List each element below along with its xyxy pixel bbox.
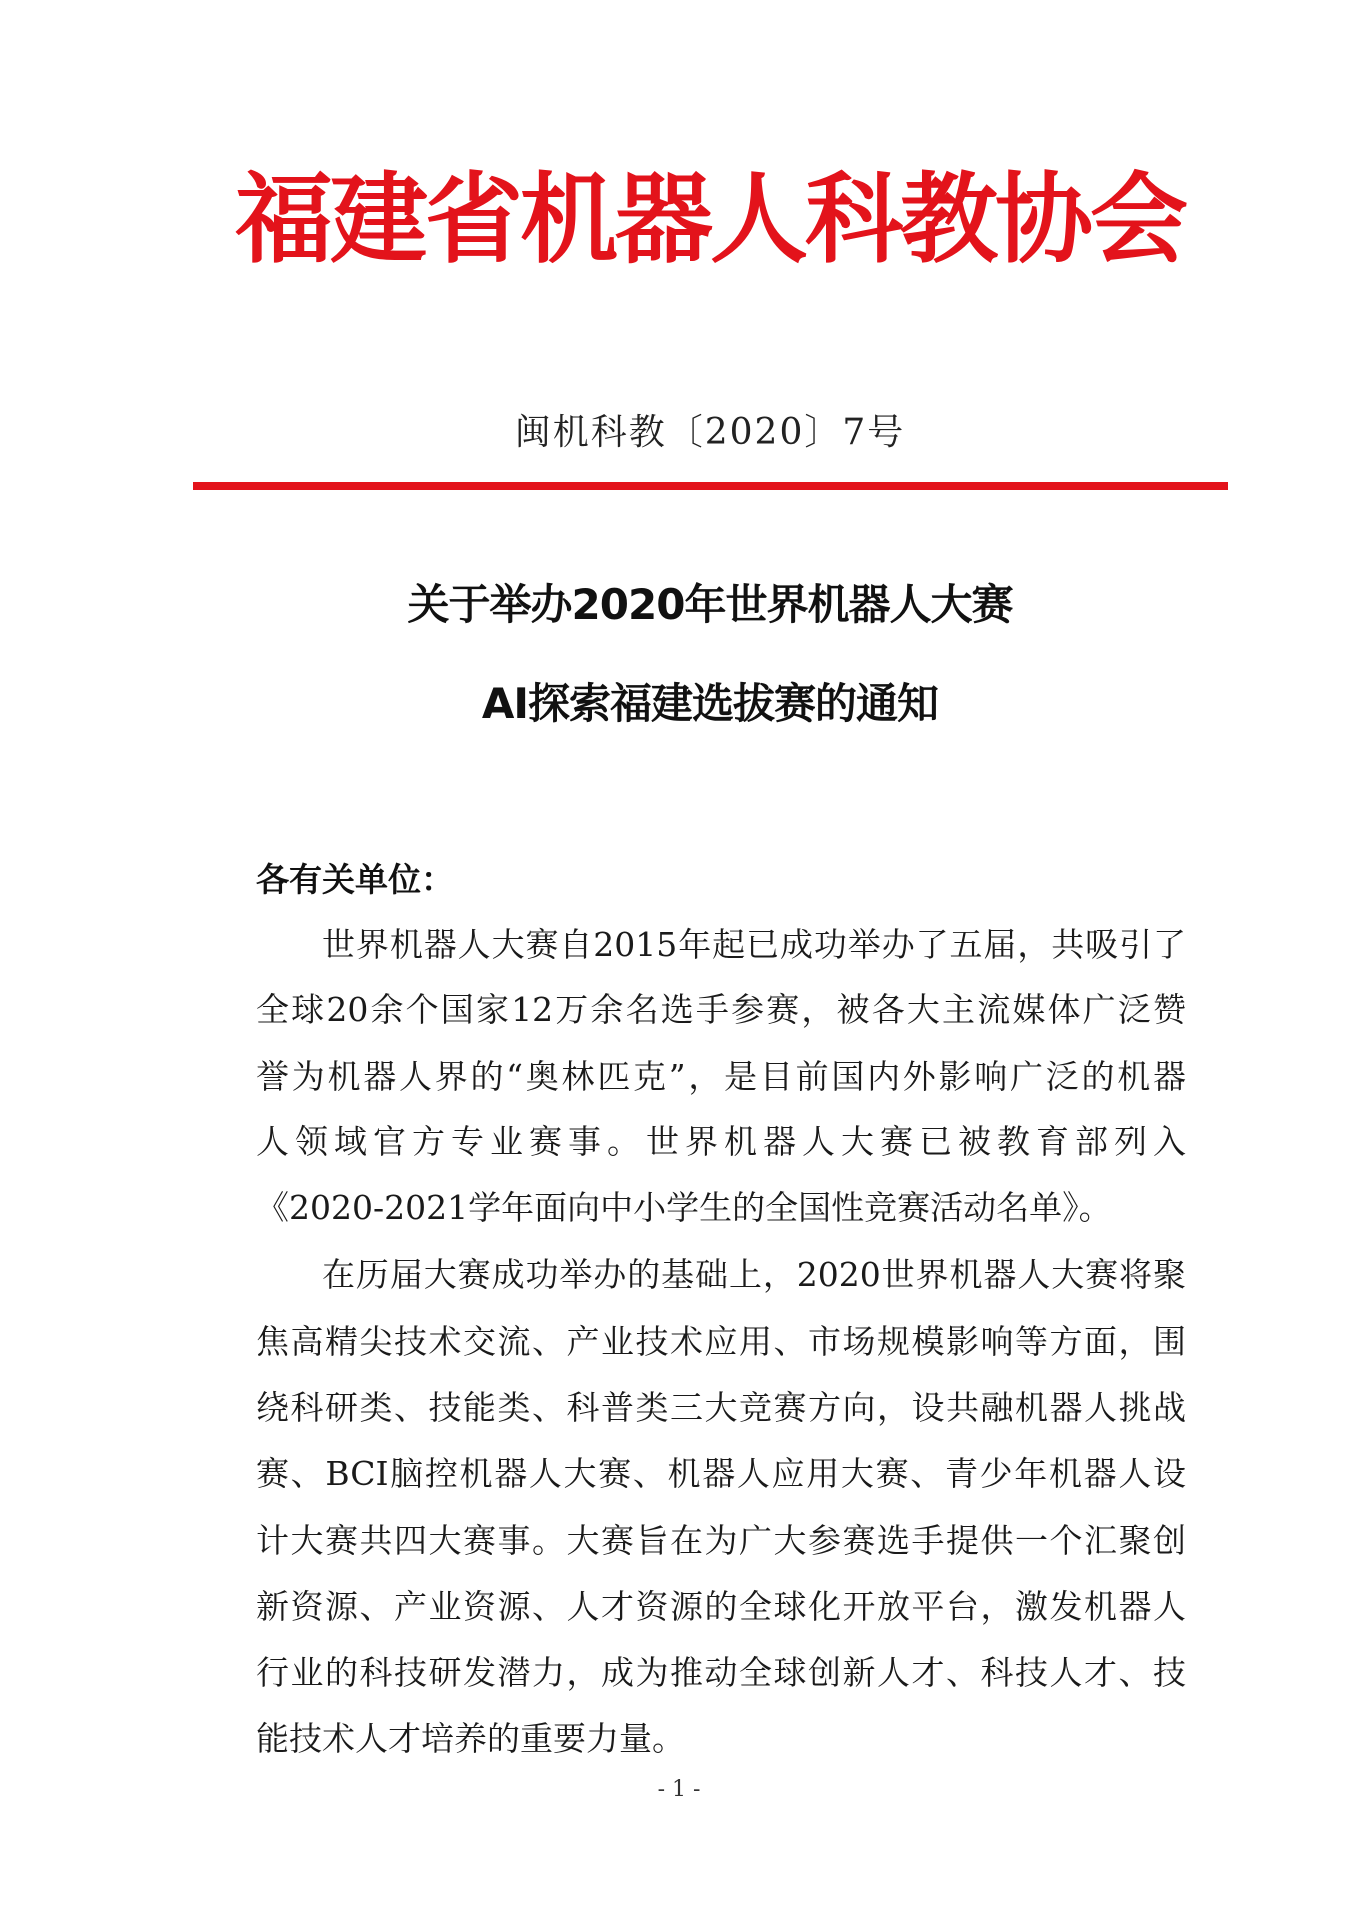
body-line: 誉为机器人界的“奥林匹克”，是目前国内外影响广泛的机器 [256,1057,1186,1096]
body-line: 《2020-2021学年面向中小学生的全国性竞赛活动名单》。 [256,1188,1112,1227]
organization-header: 福建省机器人科教协会 [234,162,1185,277]
body-line: 世界机器人大赛自2015年起已成功举办了五届，共吸引了 [322,925,1186,964]
red-divider-line [193,482,1228,490]
document-title-line-2: AI探索福建选拔赛的通知 [481,679,939,728]
body-line: 全球20余个国家12万余名选手参赛，被各大主流媒体广泛赞 [256,990,1186,1029]
document-title-line-1: 关于举办2020年世界机器人大赛 [407,580,1013,629]
body-line: 计大赛共四大赛事。大赛旨在为广大参赛选手提供一个汇聚创 [256,1521,1186,1560]
body-line: 人领域官方专业赛事。世界机器人大赛已被教育部列入 [256,1122,1186,1161]
body-line: 赛、BCI脑控机器人大赛、机器人应用大赛、青少年机器人设 [256,1454,1186,1493]
body-line: 绕科研类、技能类、科普类三大竞赛方向，设共融机器人挑战 [256,1388,1186,1427]
body-line: 焦高精尖技术交流、产业技术应用、市场规模影响等方面，围 [256,1322,1186,1361]
document-number: 闽机科教〔2020〕7号 [514,412,906,453]
body-line: 能技术人才培养的重要力量。 [256,1719,685,1758]
body-line: 行业的科技研发潜力，成为推动全球创新人才、科技人才、技 [256,1653,1186,1692]
page-number: - 1 - [657,1777,701,1802]
salutation: 各有关单位： [256,860,454,899]
body-line: 新资源、产业资源、人才资源的全球化开放平台，激发机器人 [256,1587,1186,1626]
body-line: 在历届大赛成功举办的基础上，2020世界机器人大赛将聚 [322,1255,1186,1294]
